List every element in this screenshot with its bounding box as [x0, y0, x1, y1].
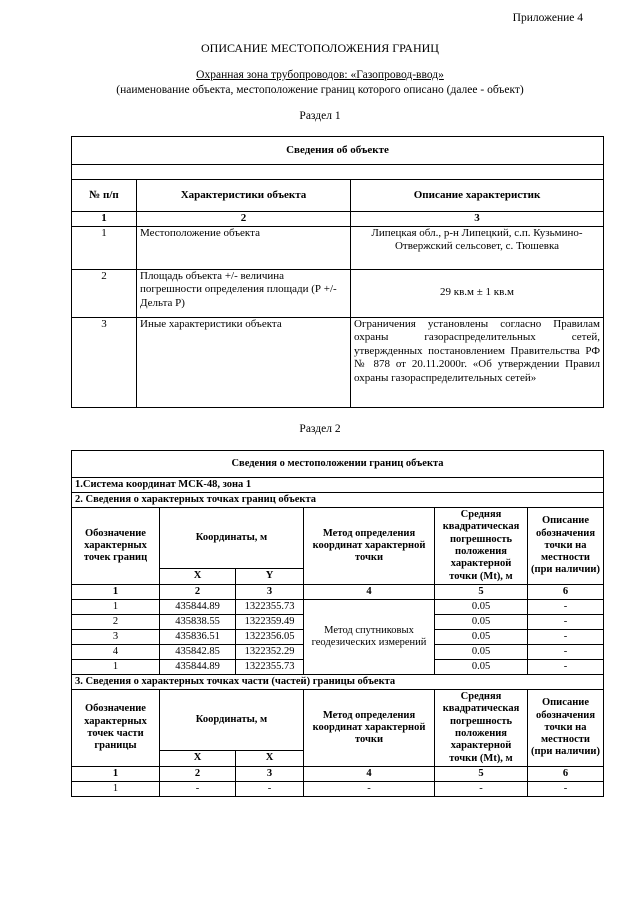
header-x-second: X [236, 751, 304, 767]
header-accuracy: Средняя квадратическая погрешность положения характерной точки (Mt), м [435, 690, 528, 767]
col-number: 1 [72, 767, 160, 782]
point-accuracy: 0.05 [435, 600, 528, 615]
header-description: Описание характеристик [351, 180, 604, 212]
row-characteristic: Иные характеристики объекта [137, 317, 351, 407]
header-accuracy: Средняя квадратическая погрешность положения характерной точки (Mt), м [435, 508, 528, 585]
row-description: Липецкая обл., р-н Липецкий, с.п. Кузьмино-Отвержский сельсовет, с. Тюшевка [351, 226, 604, 269]
point-y: 1322359.49 [236, 615, 304, 630]
point-method: Метод спутниковых геодезических измерений [304, 600, 435, 675]
header-points-part: Обозначение характерных точек части границы [72, 690, 160, 767]
header-method: Метод определения координат характерной точки [304, 690, 435, 767]
point-y: 1322352.29 [236, 645, 304, 660]
point-description: - [528, 630, 604, 645]
object-info-table [71, 136, 604, 408]
point-x: 435844.89 [160, 660, 236, 675]
point-description: - [528, 645, 604, 660]
header-characteristics: Характеристики объекта [137, 180, 351, 212]
row-description: Ограничения установлены согласно Правилам охраны газораспределительных сетей, утвержденных постановлением Правительства РФ № 878 от 20.11.2000г. «Об утверждении Правил охраны газораспределительных сетей» [351, 317, 604, 407]
object-name [0, 69, 640, 81]
col-number: 4 [304, 585, 435, 600]
part-point-x: - [160, 782, 236, 797]
row-description: 29 кв.м ± 1 кв.м [351, 269, 604, 317]
header-coordinates: Координаты, м [160, 508, 304, 569]
boundary-table-title: Сведения о местоположении границ объекта [72, 451, 604, 478]
object-name-text: Охранная зона трубопроводов: «Газопровод-ввод» [196, 69, 444, 81]
point-accuracy: 0.05 [435, 645, 528, 660]
col-number: 5 [435, 767, 528, 782]
point-number: 2 [72, 615, 160, 630]
point-number: 1 [72, 660, 160, 675]
part-point-accuracy: - [435, 782, 528, 797]
point-description: - [528, 615, 604, 630]
point-number: 4 [72, 645, 160, 660]
part-point-number: 1 [72, 782, 160, 797]
object-info-table-title: Сведения об объекте [72, 137, 604, 165]
point-description: - [528, 660, 604, 675]
appendix-label: Приложение 4 [512, 12, 583, 24]
col-number: 4 [304, 767, 435, 782]
table-row [72, 600, 604, 615]
row-characteristic: Местоположение объекта [137, 226, 351, 269]
point-y: 1322356.05 [236, 630, 304, 645]
point-y: 1322355.73 [236, 600, 304, 615]
row-number: 2 [72, 269, 137, 317]
header-points: Обозначение характерных точек границ [72, 508, 160, 585]
header-number: № п/п [72, 180, 137, 212]
col-number: 2 [160, 585, 236, 600]
col-number: 6 [528, 585, 604, 600]
table-row [72, 782, 604, 797]
point-number: 3 [72, 630, 160, 645]
row-number: 3 [72, 317, 137, 407]
col-number: 3 [236, 767, 304, 782]
header-y: Y [236, 569, 304, 585]
point-x: 435844.89 [160, 600, 236, 615]
document-title: ОПИСАНИЕ МЕСТОПОЛОЖЕНИЯ ГРАНИЦ [201, 41, 439, 55]
col-number: 6 [528, 767, 604, 782]
point-accuracy: 0.05 [435, 630, 528, 645]
row-number: 1 [72, 226, 137, 269]
points-subtitle: 2. Сведения о характерных точках границ объекта [72, 493, 604, 508]
empty-row [72, 165, 604, 180]
header-coordinates-part: Координаты, м [160, 690, 304, 751]
col-number: 2 [160, 767, 236, 782]
table-row [72, 226, 604, 269]
col-number: 3 [236, 585, 304, 600]
part-point-method: - [304, 782, 435, 797]
col-number: 1 [72, 212, 137, 227]
coordinate-system: 1.Система координат МСК-48, зона 1 [72, 478, 604, 493]
header-method: Метод определения координат характерной точки [304, 508, 435, 585]
point-x: 435842.85 [160, 645, 236, 660]
boundary-location-table [71, 450, 604, 797]
point-accuracy: 0.05 [435, 660, 528, 675]
point-accuracy: 0.05 [435, 615, 528, 630]
table-row [72, 269, 604, 317]
point-x: 435836.51 [160, 630, 236, 645]
point-number: 1 [72, 600, 160, 615]
col-number: 3 [351, 212, 604, 227]
table-row [72, 317, 604, 407]
section-2-title: Раздел 2 [299, 423, 341, 435]
header-x: X [160, 569, 236, 585]
part-point-y: - [236, 782, 304, 797]
header-x: X [160, 751, 236, 767]
section-1-title: Раздел 1 [299, 110, 341, 122]
row-characteristic: Площадь объекта +/- величина погрешности определения площади (Р +/- Дельта Р) [137, 269, 351, 317]
part-point-description: - [528, 782, 604, 797]
point-y: 1322355.73 [236, 660, 304, 675]
point-x: 435838.55 [160, 615, 236, 630]
part-points-subtitle: 3. Сведения о характерных точках части (частей) границы объекта [72, 675, 604, 690]
point-description: - [528, 600, 604, 615]
header-point-description: Описание обозначения точки на местности (при наличии) [528, 690, 604, 767]
object-caption: (наименование объекта, местоположение границ которого описано (далее - объект) [116, 84, 524, 96]
col-number: 5 [435, 585, 528, 600]
col-number: 2 [137, 212, 351, 227]
header-point-description: Описание обозначения точки на местности (при наличии) [528, 508, 604, 585]
col-number: 1 [72, 585, 160, 600]
